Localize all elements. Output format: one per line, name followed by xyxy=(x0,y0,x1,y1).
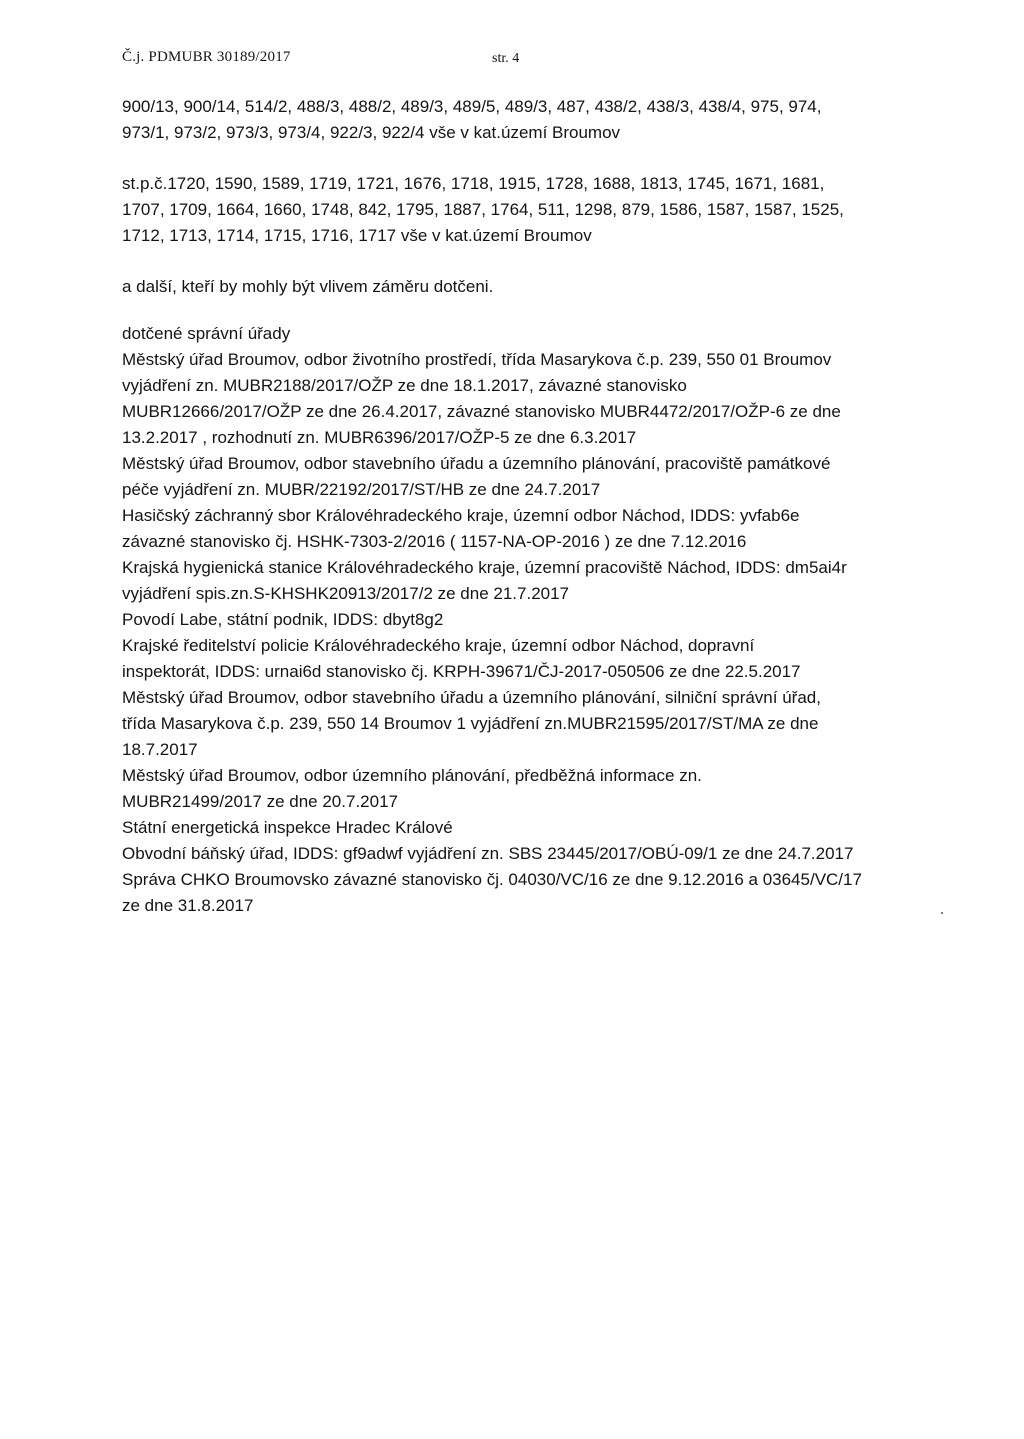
parcel-list xyxy=(122,94,922,146)
document-reference-number: Č.j. PDMUBR 30189/2017 xyxy=(122,49,291,65)
authority-line: Hasičský záchranný sbor Královéhradeckého kraje, územní odbor Náchod, IDDS: yvfab6e xyxy=(122,506,800,525)
authority-line: Městský úřad Broumov, odbor stavebního úřadu a územního plánování, pracoviště památkové xyxy=(122,454,831,473)
authority-line: Obvodní báňský úřad, IDDS: gf9adwf vyjádření zn. SBS 23445/2017/OBÚ-09/1 ze dne 24.7.2017 xyxy=(122,844,854,863)
building-parcel-line: st.p.č.1720, 1590, 1589, 1719, 1721, 1676, 1718, 1915, 1728, 1688, 1813, 1745, 1671, 1681, xyxy=(122,174,825,193)
building-parcel-line: 1707, 1709, 1664, 1660, 1748, 842, 1795, 1887, 1764, 511, 1298, 879, 1586, 1587, 1587, 1525, xyxy=(122,200,844,219)
other-parties-line: a další, kteří by mohly být vlivem záměru dotčeni. xyxy=(122,277,494,296)
authority-line: inspektorát, IDDS: urnai6d stanovisko čj. KRPH-39671/ČJ-2017-050506 ze dne 22.5.2017 xyxy=(122,662,801,681)
authority-line: závazné stanovisko čj. HSHK-7303-2/2016 ( 1157-NA-OP-2016 ) ze dne 7.12.2016 xyxy=(122,532,747,551)
authority-line: 13.2.2017 , rozhodnutí zn. MUBR6396/2017/OŽP-5 ze dne 6.3.2017 xyxy=(122,428,637,447)
authority-line: Krajské ředitelství policie Královéhradeckého kraje, územní odbor Náchod, dopravní xyxy=(122,636,755,655)
parcel-line: 900/13, 900/14, 514/2, 488/3, 488/2, 489/3, 489/5, 489/3, 487, 438/2, 438/3, 438/4, 975, 974, xyxy=(122,97,822,116)
parcel-line: 973/1, 973/2, 973/3, 973/4, 922/3, 922/4 vše v kat.území Broumov xyxy=(122,123,621,142)
authority-line: třída Masarykova č.p. 239, 550 14 Broumov 1 vyjádření zn.MUBR21595/2017/ST/MA ze dne xyxy=(122,714,819,733)
page-number: str. 4 xyxy=(492,51,520,66)
building-parcel-list xyxy=(122,171,922,249)
authority-line: 18.7.2017 xyxy=(122,740,198,759)
authority-line: Krajská hygienická stanice Královéhradeckého kraje, územní pracoviště Náchod, IDDS: dm5ai4r xyxy=(122,558,847,577)
authority-line: vyjádření zn. MUBR2188/2017/OŽP ze dne 18.1.2017, závazné stanovisko xyxy=(122,376,687,395)
authority-line: Městský úřad Broumov, odbor územního plánování, předběžná informace zn. xyxy=(122,766,702,785)
authority-line: MUBR12666/2017/OŽP ze dne 26.4.2017, závazné stanovisko MUBR4472/2017/OŽP-6 ze dne xyxy=(122,402,841,421)
building-parcel-line: 1712, 1713, 1714, 1715, 1716, 1717 vše v kat.území Broumov xyxy=(122,226,592,245)
authority-line: Městský úřad Broumov, odbor stavebního úřadu a územního plánování, silniční správní úřad, xyxy=(122,688,821,707)
authority-line: vyjádření spis.zn.S-KHSHK20913/2017/2 ze dne 21.7.2017 xyxy=(122,584,570,603)
authority-line: Povodí Labe, státní podnik, IDDS: dbyt8g2 xyxy=(122,610,444,629)
authority-line: Státní energetická inspekce Hradec Králové xyxy=(122,818,453,837)
scan-speck xyxy=(941,912,943,914)
other-parties-note xyxy=(122,274,922,300)
authorities-list xyxy=(122,321,922,919)
authority-line: Městský úřad Broumov, odbor životního prostředí, třída Masarykova č.p. 239, 550 01 Broumov xyxy=(122,350,832,369)
authority-line: ze dne 31.8.2017 xyxy=(122,896,254,915)
authorities-heading: dotčené správní úřady xyxy=(122,324,291,343)
authority-line: Správa CHKO Broumovsko závazné stanovisko čj. 04030/VC/16 ze dne 9.12.2016 a 03645/VC/17 xyxy=(122,870,862,889)
authority-line: MUBR21499/2017 ze dne 20.7.2017 xyxy=(122,792,398,811)
authority-line: péče vyjádření zn. MUBR/22192/2017/ST/HB ze dne 24.7.2017 xyxy=(122,480,601,499)
